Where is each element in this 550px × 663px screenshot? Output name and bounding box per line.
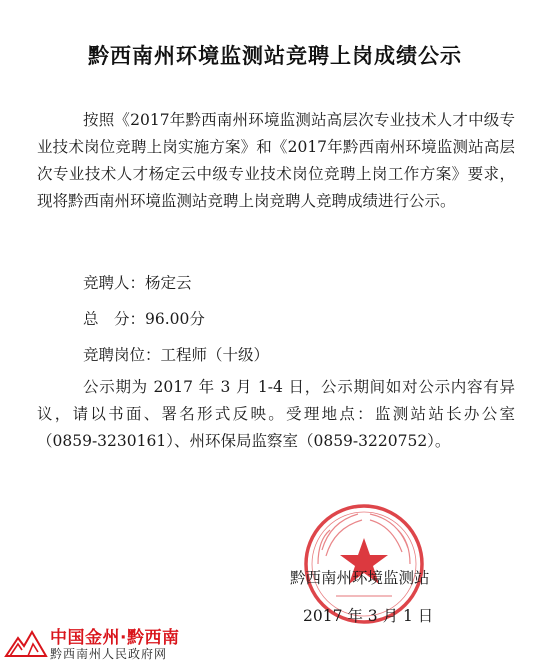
score-line: 总 分：96.00分 [83, 310, 205, 328]
footer-site-name: 黔西南州人民政府网 [50, 647, 168, 661]
signature-date: 2017 年 3 月 1 日 [303, 607, 434, 625]
page-title: 黔西南州环境监测站竞聘上岗成绩公示 [88, 44, 462, 68]
candidate-line: 竞聘人：杨定云 [83, 274, 192, 292]
notice-paragraph-1: 按照《2017年黔西南州环境监测站高层次专业技术人才中级专业技术岗位竞聘上岗实施方案》和《2017年黔西南州环境监测站高层次专业技术人才杨定云中级专业技术岗位竞聘上岗工作方案》要求，现将黔西南州环境监测站竞聘上岗竞聘人竞聘成绩进行公示。 [37, 111, 515, 210]
signature-organization: 黔西南州环境监测站 [290, 569, 430, 587]
footer-brand: 中国金州·黔西南 [50, 628, 180, 648]
position-line: 竞聘岗位：工程师（十级） [83, 346, 270, 364]
notice-paragraph-2: 公示期为 2017 年 3 月 1-4 日，公示期间如对公示内容有异议，请以书面、署名形式反映。受理地点：监测站站长办公室（0859-3230161）、州环保局监察室（0859-3220752）。 [37, 378, 515, 450]
mountain-logo-icon [4, 622, 48, 660]
